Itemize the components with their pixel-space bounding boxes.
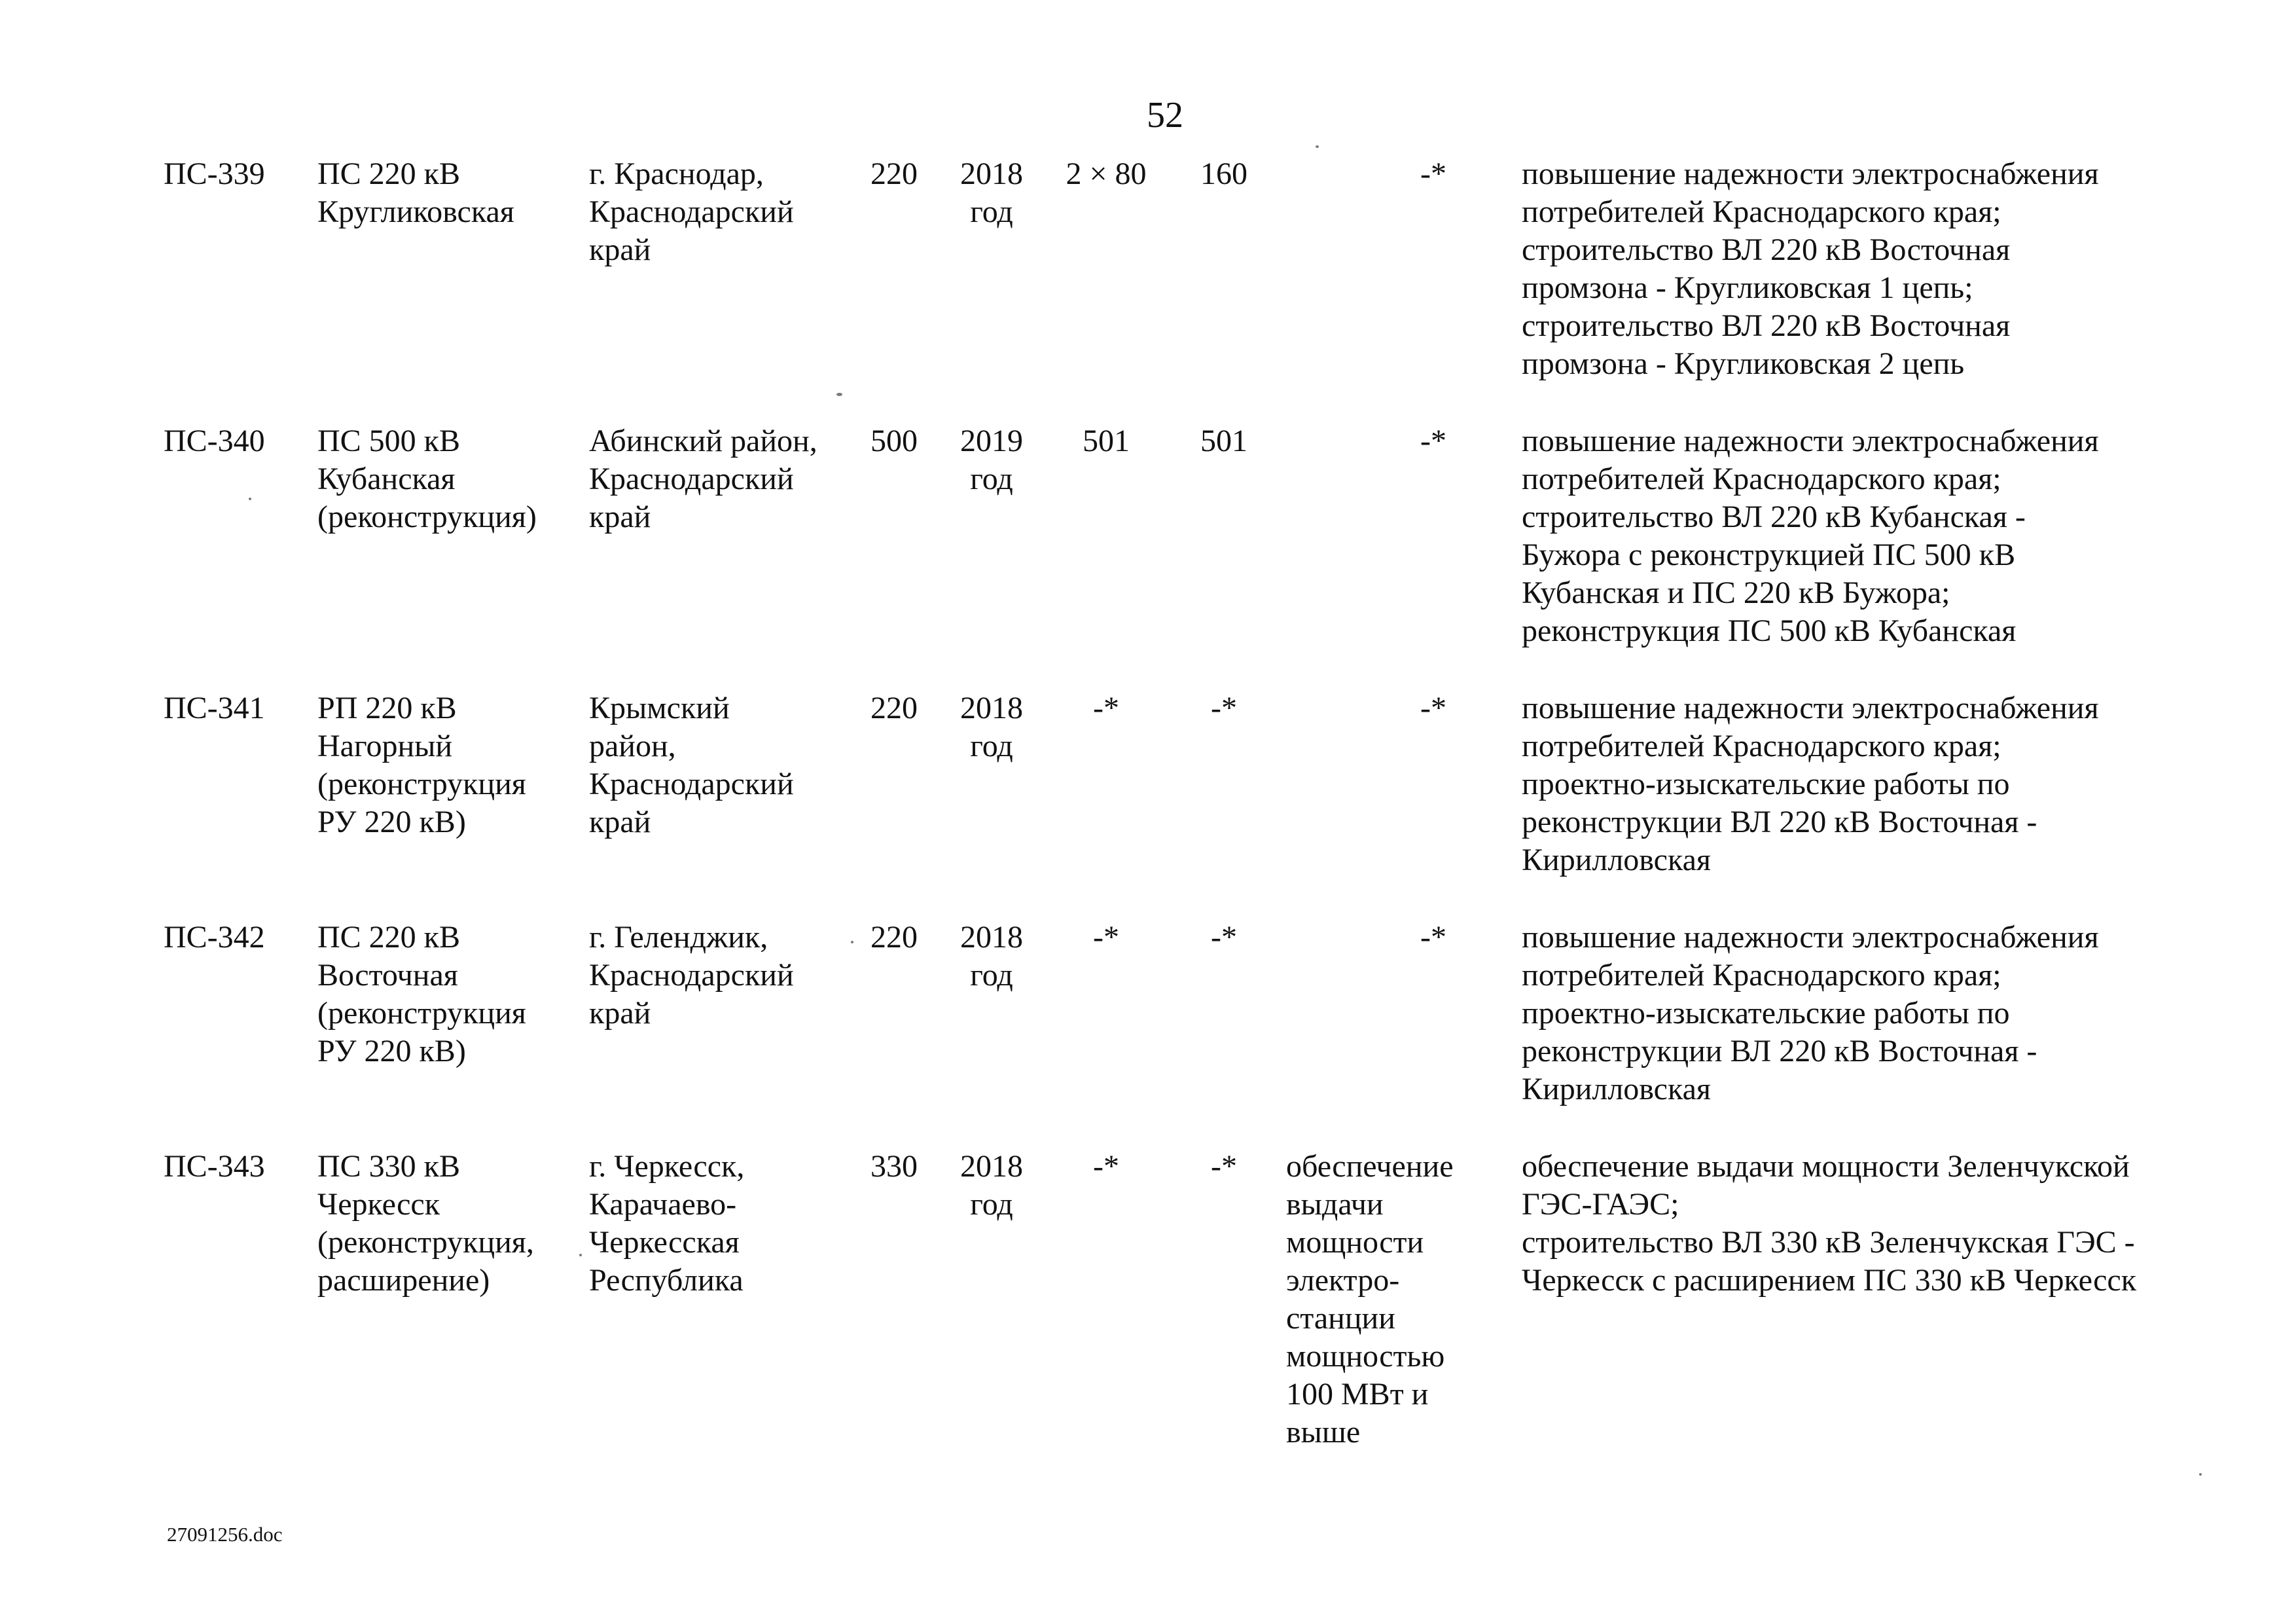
scan-speck: [851, 941, 853, 943]
purpose: -*: [1420, 156, 1446, 191]
substation-name: ПС 500 кВ Кубанская (реконструкция): [317, 424, 537, 534]
voltage-class: 220: [870, 920, 918, 955]
substation-location: г. Геленджик, Краснодарский край: [589, 920, 794, 1030]
justification: повышение надежности электроснабжения потребителей Краснодарского края; проектно-изыскательские работы по реконструкции ВЛ 220 кВ Восточная - Кирилловская: [1522, 691, 2099, 877]
purpose: -*: [1420, 691, 1446, 725]
voltage-class: 220: [870, 156, 918, 191]
total-capacity: 160: [1200, 156, 1247, 191]
justification: повышение надежности электроснабжения потребителей Краснодарского края; проектно-изыскательские работы по реконструкции ВЛ 220 кВ Восточная - Кирилловская: [1522, 920, 2099, 1106]
substation-code: ПС-339: [164, 156, 265, 191]
scan-speck: [836, 393, 842, 396]
commissioning-year: 2019 год: [960, 424, 1023, 496]
purpose: обеспечение выдачи мощности электро- станции мощностью 100 МВт и выше: [1286, 1149, 1454, 1450]
total-capacity: -*: [1211, 691, 1237, 725]
justification: повышение надежности электроснабжения потребителей Краснодарского края; строительство ВЛ 220 кВ Восточная промзона - Кругликовская 1 цепь; строительство ВЛ 220 кВ Восточная промзона - Кругликовская 2 цепь: [1522, 156, 2099, 381]
scan-speck: [2199, 1473, 2202, 1476]
substation-location: г. Черкесск, Карачаево- Черкесская Республика: [589, 1149, 745, 1298]
transformer-config: 2 × 80: [1066, 156, 1147, 191]
substation-name: РП 220 кВ Нагорный (реконструкция РУ 220 кВ): [317, 691, 526, 839]
substation-name: ПС 220 кВ Кругликовская: [317, 156, 514, 229]
substation-code: ПС-341: [164, 691, 265, 725]
justification: обеспечение выдачи мощности Зеленчукской ГЭС-ГАЭС; строительство ВЛ 330 кВ Зеленчукская ГЭС - Черкесск с расширением ПС 330 кВ Черкесск: [1522, 1149, 2137, 1298]
page-number: 52: [1147, 95, 1183, 136]
substation-location: Абинский район, Краснодарский край: [589, 424, 817, 534]
substation-code: ПС-342: [164, 920, 265, 955]
total-capacity: -*: [1211, 1149, 1237, 1184]
justification: повышение надежности электроснабжения потребителей Краснодарского края; строительство ВЛ 220 кВ Кубанская - Бужора с реконструкцией ПС 500 кВ Кубанская и ПС 220 кВ Бужора; реконструкция ПС 500 кВ Кубанская: [1522, 424, 2099, 648]
scan-speck: [249, 498, 251, 500]
transformer-config: -*: [1093, 1149, 1119, 1184]
voltage-class: 500: [870, 424, 918, 458]
transformer-config: -*: [1093, 691, 1119, 725]
commissioning-year: 2018 год: [960, 691, 1023, 763]
transformer-config: -*: [1093, 920, 1119, 955]
purpose: -*: [1420, 424, 1446, 458]
total-capacity: 501: [1200, 424, 1247, 458]
substation-location: г. Краснодар, Краснодарский край: [589, 156, 794, 267]
purpose: -*: [1420, 920, 1446, 955]
commissioning-year: 2018 год: [960, 920, 1023, 993]
transformer-config: 501: [1083, 424, 1130, 458]
voltage-class: 330: [870, 1149, 918, 1184]
substation-name: ПС 220 кВ Восточная (реконструкция РУ 220 кВ): [317, 920, 526, 1068]
document-filename: 27091256.doc: [167, 1523, 283, 1546]
voltage-class: 220: [870, 691, 918, 725]
substation-code: ПС-343: [164, 1149, 265, 1184]
substation-location: Крымский район, Краснодарский край: [589, 691, 794, 839]
commissioning-year: 2018 год: [960, 1149, 1023, 1222]
substation-code: ПС-340: [164, 424, 265, 458]
total-capacity: -*: [1211, 920, 1237, 955]
scan-speck: [579, 1254, 582, 1256]
substation-name: ПС 330 кВ Черкесск (реконструкция, расширение): [317, 1149, 534, 1298]
scan-speck: [1316, 145, 1319, 148]
commissioning-year: 2018 год: [960, 156, 1023, 229]
